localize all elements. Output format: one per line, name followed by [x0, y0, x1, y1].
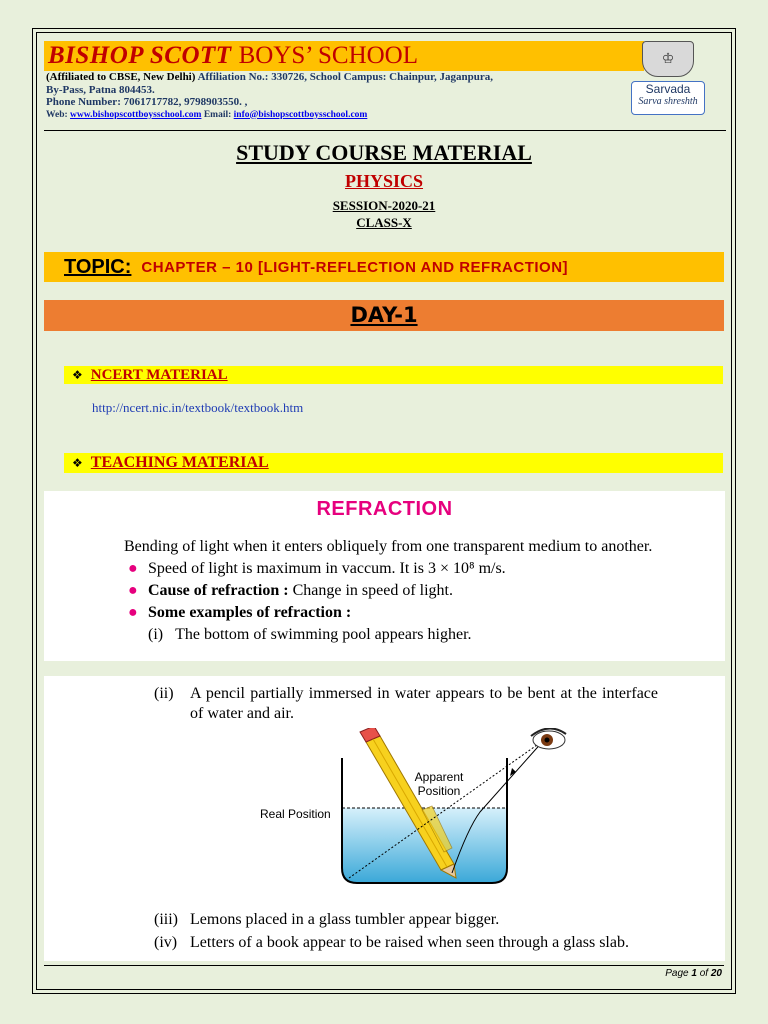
address-line2: By-Pass, Patna 804453. [46, 83, 155, 96]
day-banner [44, 300, 724, 331]
title-block [36, 140, 732, 231]
school-address [46, 71, 644, 121]
bullet-examples-text: Some examples of refraction : [148, 604, 352, 621]
topic-value: CHAPTER – 10 [LIGHT-REFLECTION AND REFRACTION] [141, 258, 569, 276]
affiliation-rest: Affiliation No.: 330726, School Campus: Chainpur, Jaganpura, [197, 71, 493, 83]
email-label: Email: [203, 109, 232, 120]
label-position: Position [417, 784, 461, 798]
web-label: Web: [46, 109, 68, 120]
bullet-speed-text: Speed of light is maximum in vaccum. It is 3 × 10⁸ m/s. [148, 560, 506, 577]
page-word: Page [665, 968, 689, 979]
topic-banner [44, 252, 724, 282]
header-divider [44, 130, 726, 131]
school-name-bold: BISHOP SCOTT [48, 42, 232, 69]
ncert-section-heading [64, 366, 723, 384]
ncert-heading-text: NCERT MATERIAL [90, 367, 228, 383]
label-apparent: Apparent [414, 770, 464, 784]
example-1 [124, 624, 704, 646]
examples-slide [44, 676, 725, 961]
school-header [44, 41, 644, 121]
example-3-num: (iii) [154, 911, 178, 928]
bullet-dot-icon: ● [128, 604, 138, 621]
example-4-num: (iv) [154, 934, 178, 951]
phone-label: Phone Number: [46, 96, 121, 108]
example-2 [154, 684, 658, 724]
example-3-text: Lemons placed in a glass tumbler appear bigger. [190, 911, 500, 928]
example-2-text: A pencil partially immersed in water appears to be bent at the interface of water and air. [190, 685, 658, 722]
bullet-dot-icon: ● [128, 582, 138, 599]
class-label: CLASS-X [356, 215, 412, 230]
page-total: 20 [710, 968, 722, 979]
school-logo [630, 41, 706, 117]
pencil-refraction-diagram [244, 728, 604, 888]
page-footer [560, 968, 722, 979]
more-examples [154, 908, 714, 954]
refraction-slide [44, 491, 725, 661]
teaching-section-heading [64, 453, 723, 473]
diamond-bullet-icon: ❖ [72, 368, 83, 382]
badge-line2: Sarva shreshth [638, 96, 698, 107]
eye-icon [531, 728, 566, 749]
example-2-num: (ii) [154, 685, 174, 702]
bullet-cause-text: Change in speed of light. [292, 582, 453, 599]
document-title: STUDY COURSE MATERIAL [236, 140, 532, 165]
example-1-num: (i) [148, 626, 164, 643]
example-4 [154, 931, 714, 954]
school-name-banner [44, 41, 644, 71]
label-real-position: Real Position [260, 807, 331, 821]
phone-value: 7061717782, 9798903550. , [123, 96, 248, 108]
bullet-cause-label: Cause of refraction : [148, 582, 289, 599]
example-1-text: The bottom of swimming pool appears higher. [175, 626, 472, 643]
refraction-definition: Bending of light when it enters obliquely from one transparent medium to another. [124, 538, 653, 555]
bullet-cause [124, 580, 704, 602]
subject-title: PHYSICS [344, 171, 424, 191]
bullet-examples [124, 602, 704, 624]
email-link[interactable]: info@bishopscottboysschool.com [233, 109, 368, 120]
topic-label: TOPIC: [64, 255, 132, 278]
crest-icon: ♔ [642, 41, 694, 77]
ncert-link[interactable]: http://ncert.nic.in/textbook/textbook.htm [92, 400, 304, 415]
footer-divider [44, 965, 724, 966]
school-name-rest: BOYS’ SCHOOL [238, 42, 418, 69]
bullet-dot-icon: ● [128, 560, 138, 577]
teaching-heading-text: TEACHING MATERIAL [90, 454, 269, 471]
of-word: of [699, 968, 709, 979]
sarvada-badge [631, 81, 705, 115]
day-label: DAY-1 [350, 303, 418, 327]
page-number: 1 [691, 968, 697, 979]
website-link[interactable]: www.bishopscottboysschool.com [70, 109, 202, 120]
bullet-speed [124, 558, 704, 580]
affiliation-bold: (Affiliated to CBSE, New Delhi) [46, 71, 196, 83]
example-4-text: Letters of a book appear to be raised when seen through a glass slab. [190, 934, 629, 951]
badge-line1: Sarvada [645, 82, 691, 96]
refraction-title: REFRACTION [316, 498, 453, 520]
session-label: SESSION-2020-21 [332, 198, 436, 213]
refraction-body [124, 536, 704, 646]
example-3 [154, 908, 714, 931]
diamond-bullet-icon: ❖ [72, 456, 83, 470]
